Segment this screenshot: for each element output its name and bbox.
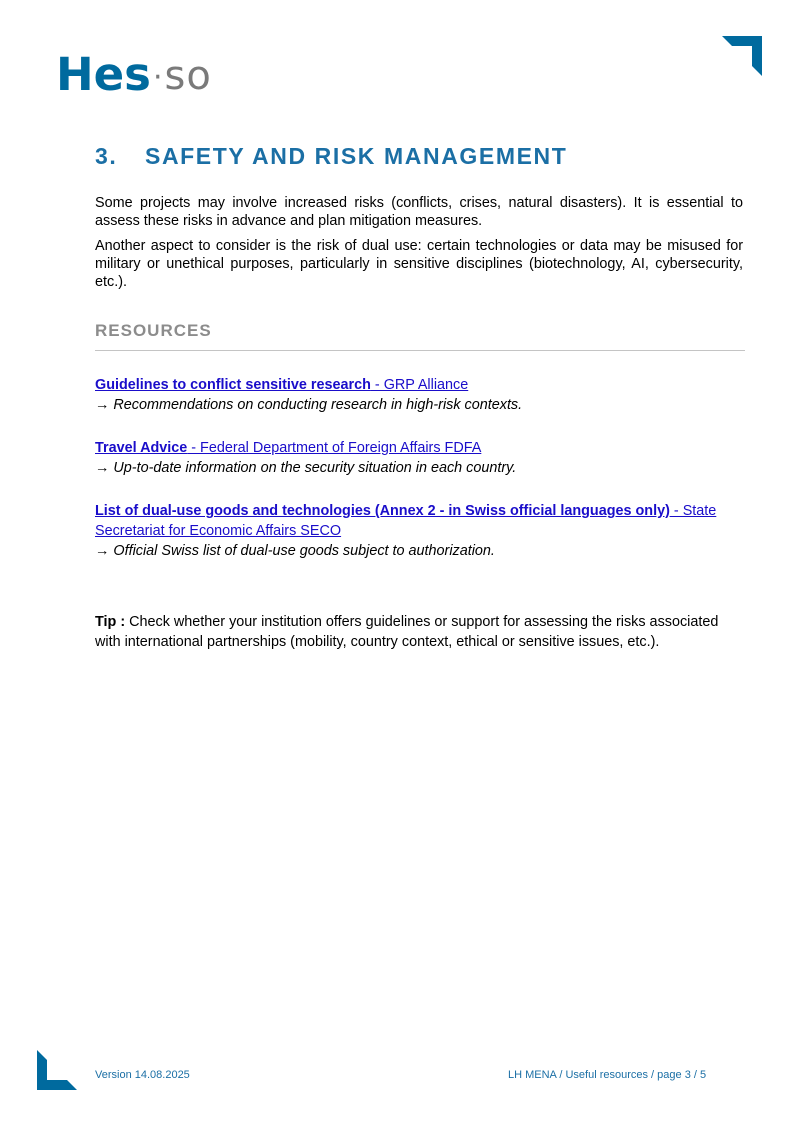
resource-link-dual-use-list[interactable]: [95, 503, 716, 539]
resource-item: [95, 501, 745, 561]
section-heading: [95, 143, 567, 170]
resource-description: → Official Swiss list of dual-use goods subject to authorization.: [95, 543, 495, 559]
resources-heading: RESOURCES: [95, 321, 212, 340]
footer-page-info: LH MENA / Useful resources / page 3 / 5: [508, 1069, 707, 1081]
resource-link-conflict-guidelines[interactable]: [95, 377, 468, 393]
resource-item: [95, 438, 745, 478]
logo-hes-text: Hes: [56, 48, 151, 101]
dual-use-paragraph: Another aspect to consider is the risk of dual use: certain technologies or data may be misused for military or unethical purposes, particularly in sensitive disciplines (biotechnology, AI, cybersecurity, etc.).: [95, 238, 743, 290]
intro-paragraph: Some projects may involve increased risks (conflicts, crises, natural disasters). It is essential to assess these risks in advance and plan mitigation measures.: [95, 195, 743, 229]
hes-so-logo: [56, 48, 212, 101]
resource-link-title: List of dual-use goods and technologies (Annex 2 - in Swiss official languages only): [95, 503, 670, 519]
section-number: 3.: [95, 143, 118, 169]
logo-so-text: so: [164, 53, 212, 99]
resource-item: [95, 375, 745, 415]
tip-text: Check whether your institution offers guidelines or support for assessing the risks associated with international partnerships (mobility, country context, ethical or sensitive issues, etc.).: [95, 614, 719, 650]
tip-paragraph: [95, 612, 745, 652]
resource-link-title: Travel Advice: [95, 440, 188, 456]
resource-link-source: - Federal Department of Foreign Affairs FDFA: [187, 440, 482, 456]
logo-dot: ·: [152, 60, 163, 95]
resource-link-travel-advice[interactable]: [95, 440, 481, 456]
resource-description: → Recommendations on conducting research in high-risk contexts.: [95, 397, 523, 413]
resource-link-title: Guidelines to conflict sensitive research: [95, 377, 371, 393]
resource-link-source: - State Secretariat for Economic Affairs SECO: [95, 503, 717, 539]
corner-mark-bottom-left-icon: [37, 1050, 77, 1090]
corner-mark-top-right-icon: [722, 36, 762, 76]
tip-label: Tip :: [95, 614, 126, 630]
resources-divider: [95, 350, 745, 351]
section-title: SAFETY AND RISK MANAGEMENT: [145, 143, 568, 169]
resource-link-source: - GRP Alliance: [370, 377, 469, 393]
resource-description: → Up-to-date information on the security situation in each country.: [95, 460, 517, 476]
footer-version: Version 14.08.2025: [95, 1069, 190, 1081]
